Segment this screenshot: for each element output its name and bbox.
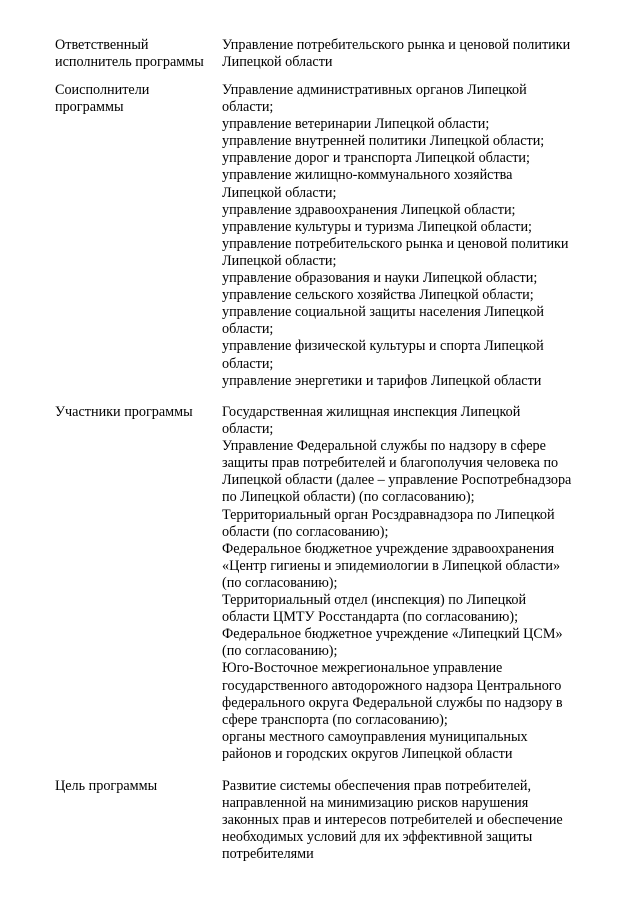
content-line: Юго-Восточное межрегиональное управление <box>222 660 503 677</box>
content-line: управление дорог и транспорта Липецкой области; <box>222 150 530 167</box>
content-line: управление внутренней политики Липецкой области; <box>222 133 545 150</box>
content-line: области; <box>222 99 274 116</box>
content-line: (по согласованию); <box>222 574 338 591</box>
content-line: управление жилищно-коммунального хозяйства <box>222 167 513 184</box>
content-line: управление физической культуры и спорта Липецкой <box>222 338 544 355</box>
content-line: Липецкой области; <box>222 184 337 201</box>
content-line: Территориальный отдел (инспекция) по Липецкой <box>222 592 527 609</box>
content-line: управление энергетики и тарифов Липецкой области <box>222 372 542 389</box>
label-line: программы <box>55 99 124 116</box>
content-line: сфере транспорта (по согласованию); <box>222 711 448 728</box>
label-line: исполнитель программы <box>55 54 204 71</box>
content-line: органы местного самоуправления муниципальных <box>222 728 528 745</box>
row-label <box>55 37 220 71</box>
content-line: законных прав и интересов потребителей и обеспечение <box>222 812 563 829</box>
row-content <box>222 82 617 390</box>
label-line: Соисполнители <box>55 82 150 98</box>
content-line: управление здравоохранения Липецкой области; <box>222 201 516 218</box>
row-content <box>222 37 617 71</box>
content-line: защиты прав потребителей и благополучия человека по <box>222 455 559 472</box>
content-line: Территориальный орган Росздравнадзора по Липецкой <box>222 506 555 523</box>
content-line: Федеральное бюджетное учреждение здравоохранения <box>222 540 555 557</box>
content-line: Липецкой области <box>222 54 333 71</box>
content-line: управление потребительского рынка и ценовой политики <box>222 235 569 252</box>
row-content <box>222 778 617 863</box>
label-line: Ответственный <box>55 37 149 53</box>
content-line: управление сельского хозяйства Липецкой области; <box>222 287 534 304</box>
label-line: Участники программы <box>55 404 193 420</box>
content-line: по Липецкой области) (по согласованию); <box>222 489 475 506</box>
content-line: Управление потребительского рынка и ценовой политики <box>222 37 571 53</box>
row-label <box>55 404 220 421</box>
content-line: области; <box>222 321 274 338</box>
content-line: необходимых условий для их эффективной защиты <box>222 829 533 846</box>
content-line: Управление Федеральной службы по надзору в сфере <box>222 438 546 455</box>
content-line: Развитие системы обеспечения прав потребителей, <box>222 778 532 794</box>
content-line: направленной на минимизацию рисков нарушения <box>222 795 529 812</box>
content-line: управление культуры и туризма Липецкой области; <box>222 218 532 235</box>
row-content <box>222 404 617 763</box>
content-line: федерального округа Федеральной службы по надзору в <box>222 694 563 711</box>
content-line: управление социальной защиты населения Липецкой <box>222 304 544 321</box>
content-line: Государственная жилищная инспекция Липецкой <box>222 404 521 420</box>
content-line: Федеральное бюджетное учреждение «Липецкий ЦСМ» <box>222 626 563 643</box>
content-line: управление образования и науки Липецкой области; <box>222 270 538 287</box>
row-label <box>55 778 220 795</box>
label-line: Цель программы <box>55 778 158 794</box>
content-line: управление ветеринарии Липецкой области; <box>222 116 490 133</box>
content-line: области; <box>222 355 274 372</box>
row-label <box>55 82 220 116</box>
content-line: потребителями <box>222 846 314 863</box>
content-line: Липецкой области (далее – управление Роспотребнадзора <box>222 472 572 489</box>
content-line: «Центр гигиены и эпидемиологии в Липецкой области» <box>222 557 561 574</box>
content-line: Управление административных органов Липецкой <box>222 82 527 98</box>
content-line: Липецкой области; <box>222 252 337 269</box>
content-line: области; <box>222 421 274 438</box>
content-line: области (по согласованию); <box>222 523 389 540</box>
content-line: области ЦМТУ Росстандарта (по согласованию); <box>222 609 519 626</box>
content-line: (по согласованию); <box>222 643 338 660</box>
content-line: государственного автодорожного надзора Центрального <box>222 677 562 694</box>
content-line: районов и городских округов Липецкой области <box>222 745 513 762</box>
